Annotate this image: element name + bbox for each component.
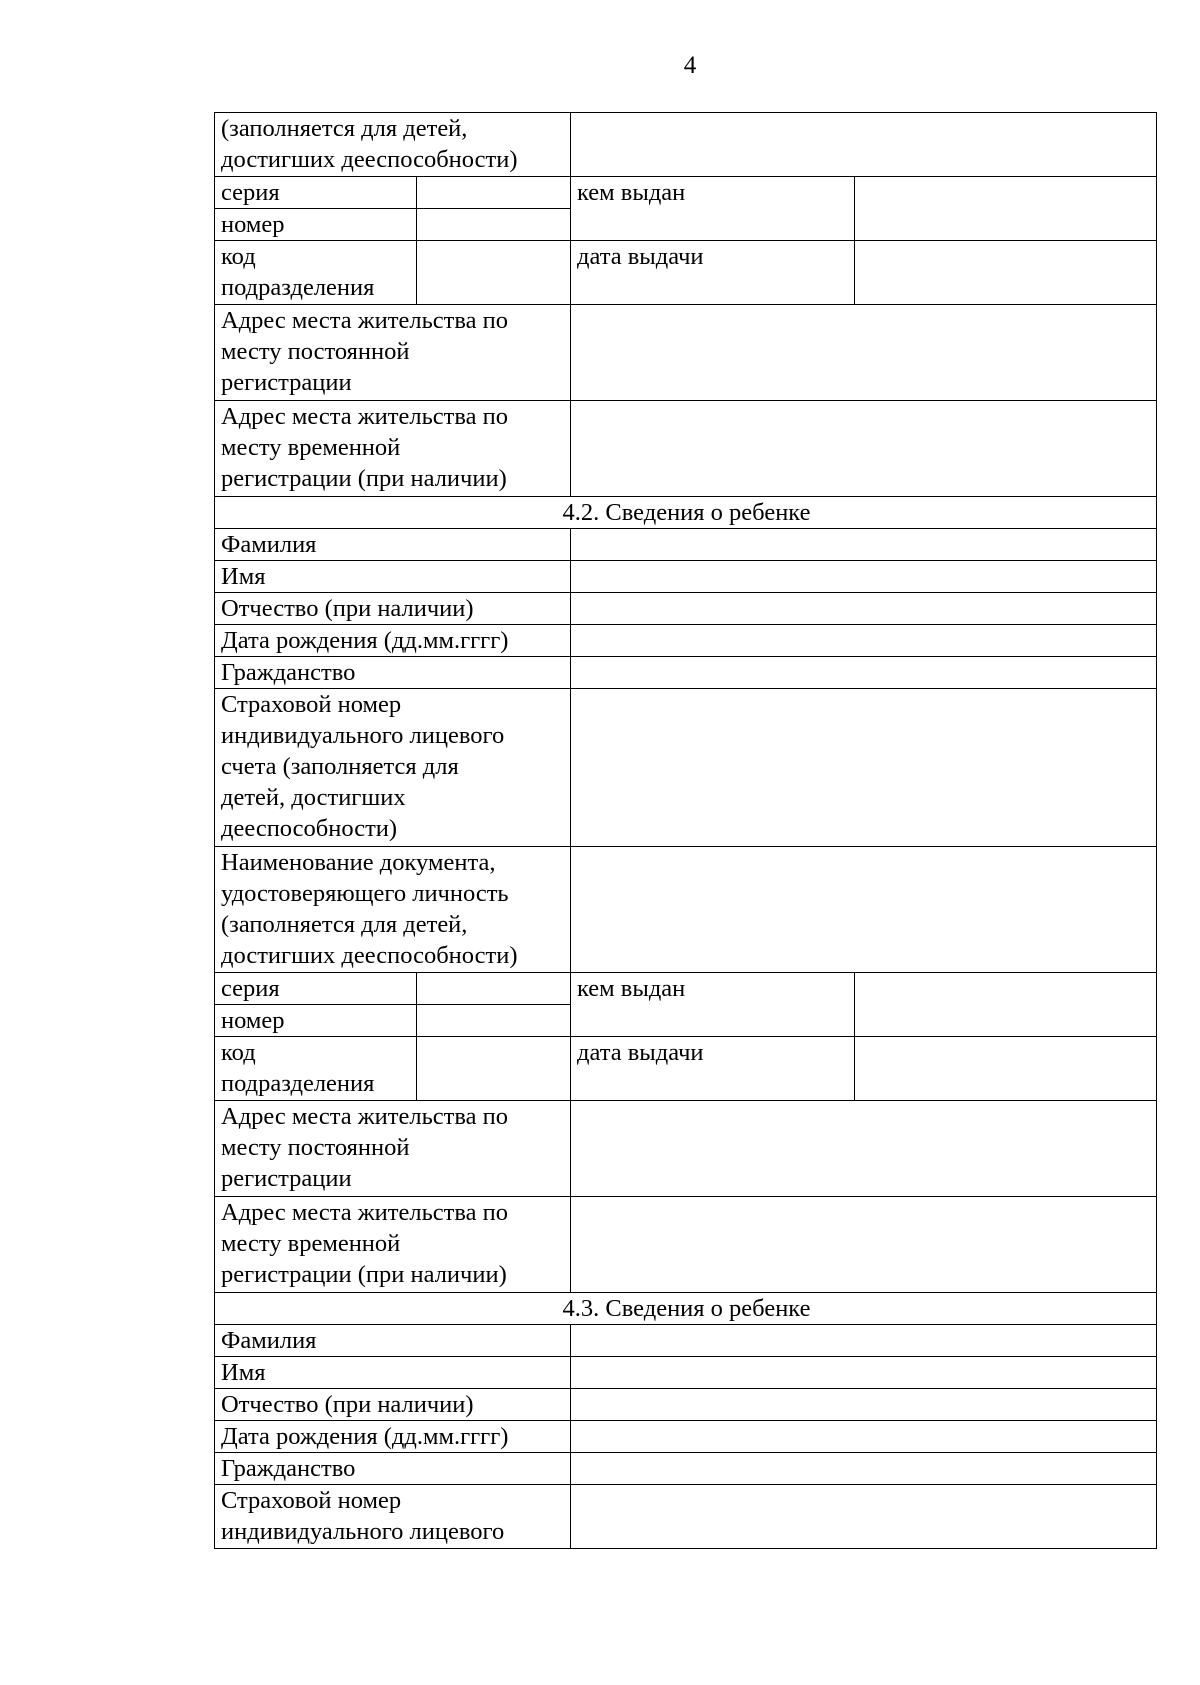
birth-date-label: Дата рождения (дд.мм.гггг) [215,1421,571,1453]
citizenship-field[interactable] [571,657,1157,689]
patronymic-label: Отчество (при наличии) [215,1389,571,1421]
division-code-field[interactable] [417,1037,571,1101]
id-doc-field[interactable] [571,113,1157,177]
division-code-label: код подразделения [215,241,417,305]
temp-address-label: Адрес места жительства по месту временной регистрации (при наличии) [215,1197,571,1293]
number-field[interactable] [417,209,571,241]
birth-date-field[interactable] [571,1421,1157,1453]
issue-date-label: дата выдачи [571,1037,855,1101]
snils-field[interactable] [571,689,1157,847]
temp-address-label: Адрес места жительства по месту временной регистрации (при наличии) [215,401,571,497]
surname-label: Фамилия [215,1325,571,1357]
temp-address-field[interactable] [571,401,1157,497]
citizenship-field[interactable] [571,1453,1157,1485]
perm-address-field[interactable] [571,305,1157,401]
issue-date-field[interactable] [855,1037,1157,1101]
birth-date-label: Дата рождения (дд.мм.гггг) [215,625,571,657]
temp-address-field[interactable] [571,1197,1157,1293]
issued-by-field[interactable] [855,973,1157,1037]
name-field[interactable] [571,561,1157,593]
issue-date-field[interactable] [855,241,1157,305]
section-heading-4-2: 4.2. Сведения о ребенке [215,497,1157,529]
issued-by-label: кем выдан [571,177,855,241]
patronymic-label: Отчество (при наличии) [215,593,571,625]
citizenship-label: Гражданство [215,1453,571,1485]
surname-field[interactable] [571,1325,1157,1357]
perm-address-field[interactable] [571,1101,1157,1197]
number-label: номер [215,1005,417,1037]
id-doc-label: Наименование документа, удостоверяющего личность (заполняется для детей, достигших дееспособности) [215,847,571,973]
name-field[interactable] [571,1357,1157,1389]
series-field[interactable] [417,973,571,1005]
issued-by-label: кем выдан [571,973,855,1037]
series-label: серия [215,973,417,1005]
perm-address-label: Адрес места жительства по месту постоянной регистрации [215,1101,571,1197]
snils-field[interactable] [571,1485,1157,1549]
series-field[interactable] [417,177,571,209]
issue-date-label: дата выдачи [571,241,855,305]
surname-label: Фамилия [215,529,571,561]
surname-field[interactable] [571,529,1157,561]
patronymic-field[interactable] [571,1389,1157,1421]
division-code-field[interactable] [417,241,571,305]
section-heading-4-3: 4.3. Сведения о ребенке [215,1293,1157,1325]
birth-date-field[interactable] [571,625,1157,657]
issued-by-field[interactable] [855,177,1157,241]
patronymic-field[interactable] [571,593,1157,625]
number-field[interactable] [417,1005,571,1037]
division-code-label: код подразделения [215,1037,417,1101]
id-doc-field[interactable] [571,847,1157,973]
name-label: Имя [215,1357,571,1389]
name-label: Имя [215,561,571,593]
snils-label: Страховой номер индивидуального лицевого [215,1485,571,1549]
citizenship-label: Гражданство [215,657,571,689]
id-doc-note-label: (заполняется для детей, достигших дееспособности) [215,113,571,177]
application-form-table [214,112,1157,1549]
series-label: серия [215,177,417,209]
perm-address-label: Адрес места жительства по месту постоянной регистрации [215,305,571,401]
page-number: 4 [683,52,697,79]
number-label: номер [215,209,417,241]
snils-label: Страховой номер индивидуального лицевого счета (заполняется для детей, достигших дееспособности) [215,689,571,847]
